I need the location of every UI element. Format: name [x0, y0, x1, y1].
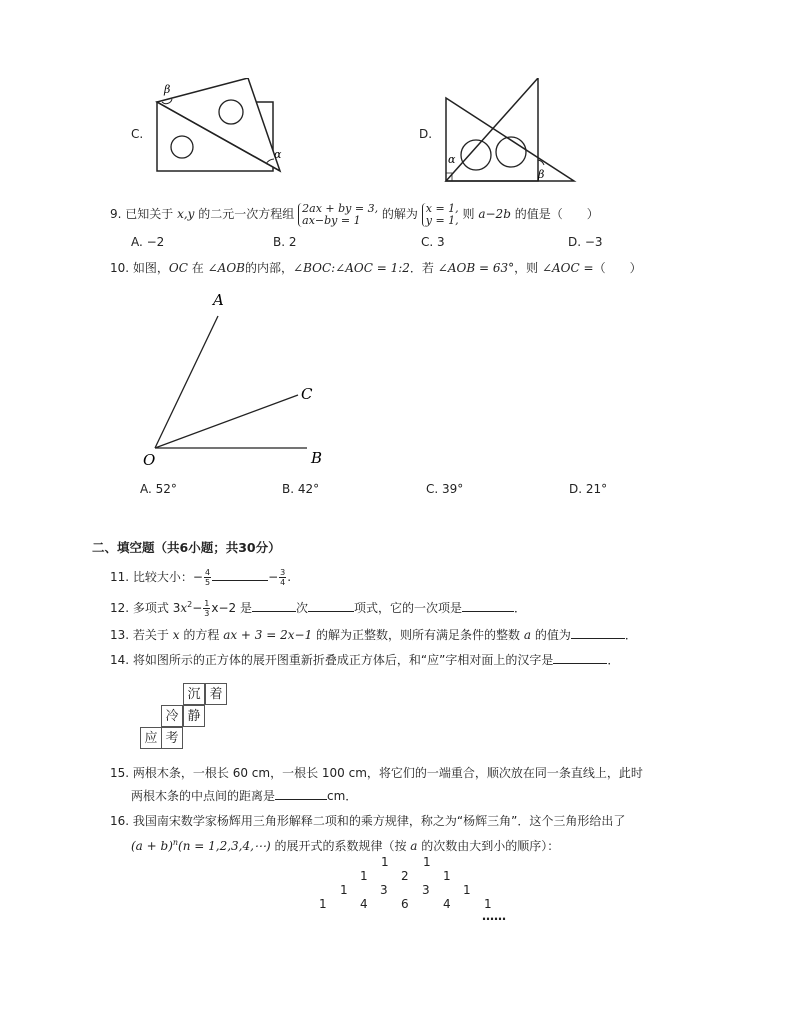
q16-line2 [131, 835, 559, 854]
label-a: A [213, 291, 224, 309]
q12 [110, 595, 526, 618]
q14-text: 14. 将如图所示的正方体的展开图重新折叠成正方体后，和“应”字相对面上的汉字是 [110, 653, 554, 667]
q15-line1: 15. 两根木条，一根长 60 cm，一根长 100 cm，将它们的一端重合，顺次放在同一条直线上，此时 [110, 766, 643, 780]
q8-figure-d [440, 78, 580, 184]
pascal-r4-c3: 6 [401, 897, 409, 911]
q9-sol-label: 的解为 [381, 207, 418, 221]
q9-solution [422, 203, 459, 227]
q11-prefix: 11. 比较大小：− [110, 570, 203, 584]
q14-blank[interactable] [553, 651, 607, 664]
q10-text-c: 的内部， [245, 261, 294, 275]
cube-cell-chen: 沉 [183, 683, 205, 705]
q13-end: ． [624, 628, 637, 642]
pascal-r2-c1: 1 [360, 869, 368, 883]
pascal-r4-c5: 1 [484, 897, 492, 911]
section2-title: 二、填空题（共6小题；共30分） [92, 540, 281, 555]
q8-c-alpha: α [274, 148, 282, 161]
q12-minus: − [192, 601, 203, 615]
q12-end: ． [514, 601, 527, 615]
pascal-r3-c4: 1 [463, 883, 471, 897]
q9-prefix: 9. 已知关于 [110, 207, 174, 221]
q10-text-f: =（ ） [583, 261, 642, 275]
q8-c-beta: β [164, 83, 171, 96]
q8-option-c-label: C. [131, 127, 144, 141]
pascal-r2-c2: 2 [401, 869, 409, 883]
q15-line2 [131, 787, 357, 804]
q10-oc: OC [168, 261, 188, 275]
q9-option-c: C. 3 [421, 235, 445, 249]
q9-option-d: D. −3 [568, 235, 603, 249]
q12-prefix: 12. 多项式 3 [110, 601, 181, 615]
q13-av: a [523, 628, 532, 642]
q9-expr: a−2b [478, 207, 511, 221]
label-c: C [301, 385, 313, 403]
label-b: B [311, 449, 323, 467]
q9-option-b: B. 2 [273, 235, 297, 249]
pascal-r3-c2: 3 [380, 883, 388, 897]
q10-text-d: ．若 [409, 261, 434, 275]
cube-cell-jing: 静 [183, 705, 205, 727]
q10-option-a: A. 52° [140, 482, 177, 496]
q9-sol1: x = 1, [425, 201, 459, 215]
pascal-r1-c1: 1 [381, 855, 389, 869]
q12-blank-terms[interactable] [308, 599, 354, 612]
q9-stem [110, 202, 599, 227]
q10-option-d: D. 21° [569, 482, 608, 496]
pascal-ellipsis: …… [482, 909, 506, 923]
q12-blank-linear[interactable] [462, 599, 514, 612]
q8-d-alpha: α [448, 153, 456, 166]
q11-end: . [287, 570, 292, 584]
q16-a: a [410, 839, 418, 853]
q9-eq2: ax−by = 1 [302, 213, 361, 227]
q11-answer-blank[interactable] [212, 568, 268, 581]
pascal-r4-c2: 4 [360, 897, 368, 911]
q11-frac1: $\frac{4}{5}$ [204, 568, 211, 587]
q10-ratio: ∠BOC:∠AOC = 1:2 [293, 261, 410, 275]
q13-eq: ax + 3 = 2x−1 [223, 628, 313, 642]
q11-frac2: $\frac{3}{4}$ [280, 568, 286, 587]
q9-mid: 的二元一次方程组 [198, 207, 295, 221]
q15-blank[interactable] [275, 787, 327, 800]
label-o: O [143, 451, 156, 469]
q8-option-d-label: D. [419, 127, 433, 141]
cube-cell-ying: 应 [140, 727, 162, 749]
q8-d-beta: β [538, 168, 545, 181]
pascal-r4-c1: 1 [319, 897, 327, 911]
q14-end: ． [607, 653, 620, 667]
q9-ask: 则 [462, 207, 475, 221]
q12-t2: 项式，它的一次项是 [354, 601, 463, 615]
q10-text-a: 10. 如图， [110, 261, 169, 275]
q10-option-c: C. 39° [426, 482, 464, 496]
q16-exp: n [172, 838, 179, 847]
q12-blank-degree[interactable] [252, 599, 296, 612]
q10-text-b: 在 [191, 261, 204, 275]
q13-x: x [172, 628, 180, 642]
pascal-r3-c1: 1 [340, 883, 348, 897]
q9-sol2: y = 1, [425, 213, 459, 227]
q13-c: 的解为正整数，则所有满足条件的整数 [316, 628, 521, 642]
q11 [110, 567, 291, 587]
q11-minus: − [268, 570, 279, 584]
cube-cell-leng: 冷 [161, 705, 183, 727]
cube-cell-zhuo: 着 [205, 683, 227, 705]
q9-system [298, 203, 378, 227]
q12-t1: 次 [296, 601, 309, 615]
q13-blank[interactable] [571, 626, 625, 639]
q16-line2d: 的次数由大到小的顺序）： [421, 839, 560, 853]
pascal-r1-c2: 1 [423, 855, 431, 869]
q13 [110, 626, 637, 643]
q13-a: 13. 若关于 [110, 628, 169, 642]
q12-x: x [180, 601, 188, 615]
q15-line2b: cm． [327, 789, 358, 803]
q15-line2a: 两根木条的中点间的距离是 [131, 789, 276, 803]
q10-text-e: ，则 [514, 261, 539, 275]
q10-option-b: B. 42° [282, 482, 320, 496]
cube-cell-kao: 考 [161, 727, 183, 749]
q16-binomial: (a + b) [131, 839, 173, 853]
q10-aoc: ∠AOC [541, 261, 580, 275]
q10-given: ∠AOB = 63° [437, 261, 515, 275]
q9-eq1: 2ax + by = 3, [302, 201, 379, 215]
q8-figure-c [150, 78, 290, 178]
q12-frac: $\frac{1}{3}$ [204, 599, 210, 618]
q10-angle-figure [135, 285, 335, 470]
q14-cube-net [140, 683, 240, 753]
q14 [110, 651, 619, 668]
pascal-r4-c4: 4 [443, 897, 451, 911]
q16-n-range: (n = 1,2,3,4,⋯) [178, 839, 271, 853]
q9-vars: x,y [177, 207, 195, 221]
q9-option-a: A. −2 [131, 235, 165, 249]
q9-suffix: 的值是（ ） [514, 207, 599, 221]
q12-rest: x−2 是 [211, 601, 252, 615]
q16-line1: 16. 我国南宋数学家杨辉用三角形解释二项和的乘方规律，称之为“杨辉三角”．这个三角形给出了 [110, 814, 626, 828]
q10-stem [110, 260, 642, 276]
q12-sup: 2 [187, 600, 193, 609]
q16-line2c: 的展开式的系数规律（按 [274, 839, 407, 853]
pascal-r2-c3: 1 [443, 869, 451, 883]
q13-d: 的值为 [534, 628, 571, 642]
pascal-r3-c3: 3 [422, 883, 430, 897]
q10-aob: ∠AOB [207, 261, 245, 275]
q13-b: 的方程 [183, 628, 220, 642]
pascal-triangle [300, 855, 520, 925]
